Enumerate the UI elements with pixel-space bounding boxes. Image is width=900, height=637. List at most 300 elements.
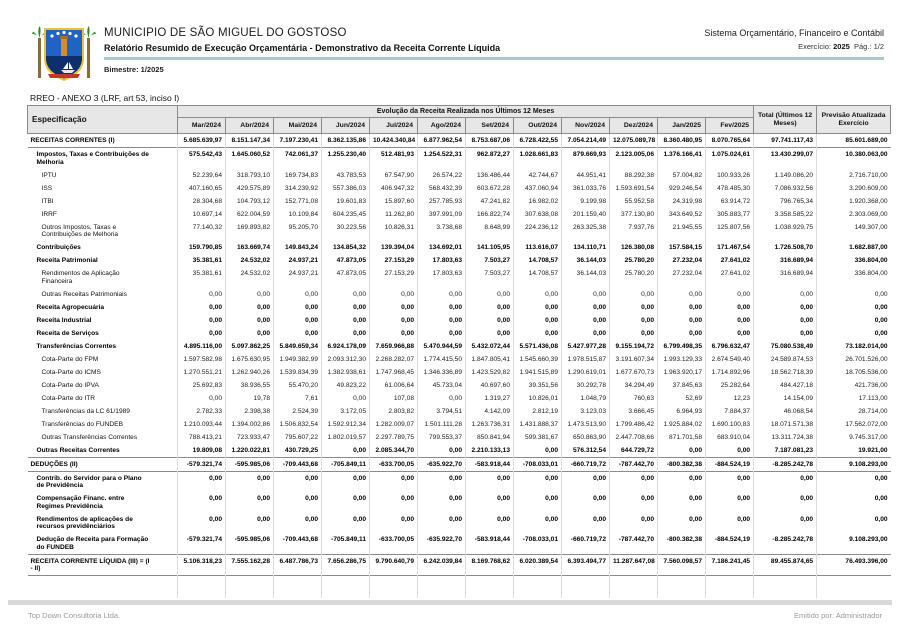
- value-cell: 307.638,08: [514, 208, 562, 221]
- value-cell: 316.689,94: [754, 254, 817, 267]
- month-header: Set/2024: [466, 118, 514, 134]
- value-cell: 36.144,03: [562, 267, 610, 288]
- value-cell: 361.033,76: [562, 182, 610, 195]
- value-cell: 8.151.147,34: [226, 134, 274, 148]
- forecast-column-header: Previsão Atualizada Exercício: [817, 106, 891, 134]
- value-cell: 0,00: [754, 492, 817, 513]
- value-cell: 7.555.162,28: [226, 554, 274, 576]
- value-cell: 113.616,07: [514, 241, 562, 254]
- value-cell: [370, 576, 418, 598]
- row-label: RECEITA CORRENTE LÍQUIDA (III) = (I - II): [28, 554, 178, 576]
- value-cell: 1.726.508,70: [754, 241, 817, 254]
- value-cell: 6.799.498,35: [658, 340, 706, 353]
- value-cell: 19.601,83: [322, 195, 370, 208]
- value-cell: 3.191.607,34: [610, 353, 658, 366]
- row-label: Transferências da LC 61/1989: [28, 405, 178, 418]
- value-cell: 9.745.317,00: [817, 431, 891, 444]
- row-label: Rendimentos de aplicações de recursos previdênciários: [28, 513, 178, 534]
- value-cell: 0,00: [322, 471, 370, 492]
- value-cell: 10.109,84: [274, 208, 322, 221]
- value-cell: 0,00: [274, 301, 322, 314]
- bimester-label: Bimestre: 1/2025: [104, 65, 164, 74]
- value-cell: 0,00: [226, 492, 274, 513]
- value-cell: 10.424.340,84: [370, 134, 418, 148]
- value-cell: 52.239,64: [178, 169, 226, 182]
- table-row: [28, 471, 891, 492]
- value-cell: -660.719,72: [562, 533, 610, 554]
- value-cell: 8.070.765,64: [706, 134, 754, 148]
- footer-company: Top Down Consultoria Ltda.: [28, 611, 121, 620]
- value-cell: -787.442,70: [610, 457, 658, 471]
- value-cell: 25.282,64: [706, 379, 754, 392]
- table-row: [28, 431, 891, 444]
- row-label: Receita Industrial: [28, 314, 178, 327]
- value-cell: -595.985,06: [226, 457, 274, 471]
- value-cell: 34.294,49: [610, 379, 658, 392]
- value-cell: 3.290.609,00: [817, 182, 891, 195]
- value-cell: 314.239,92: [274, 182, 322, 195]
- value-cell: 10.380.063,00: [817, 148, 891, 169]
- value-cell: 1.690.100,83: [706, 418, 754, 431]
- table-row: [28, 134, 891, 148]
- coat-of-arms-icon: [32, 20, 96, 84]
- value-cell: 3.123,03: [562, 405, 610, 418]
- table-row: [28, 353, 891, 366]
- value-cell: -708.033,01: [514, 457, 562, 471]
- value-cell: 55.952,58: [610, 195, 658, 208]
- value-cell: 2.123.005,06: [610, 148, 658, 169]
- table-row: [28, 492, 891, 513]
- value-cell: 17.803,63: [418, 267, 466, 288]
- value-cell: 7.937,76: [610, 221, 658, 242]
- row-label: Outras Transferências Correntes: [28, 431, 178, 444]
- value-cell: 89.455.874,65: [754, 554, 817, 576]
- value-cell: 2.716.710,00: [817, 169, 891, 182]
- value-cell: 0,00: [562, 513, 610, 534]
- value-cell: 0,00: [817, 314, 891, 327]
- rcl-table: [27, 105, 891, 598]
- value-cell: 38.936,55: [226, 379, 274, 392]
- value-cell: 5.470.944,59: [418, 340, 466, 353]
- value-cell: 166.822,74: [466, 208, 514, 221]
- value-cell: 171.467,54: [706, 241, 754, 254]
- table-row: [28, 169, 891, 182]
- value-cell: 5.432.072,44: [466, 340, 514, 353]
- value-cell: 0,00: [178, 314, 226, 327]
- row-label: Cota-Parte do ICMS: [28, 366, 178, 379]
- exercise-value: 2025: [833, 42, 850, 51]
- group-header-row: [28, 106, 891, 118]
- month-header: Jun/2024: [322, 118, 370, 134]
- value-cell: 47.873,05: [322, 267, 370, 288]
- value-cell: 24.532,02: [226, 267, 274, 288]
- value-cell: -709.443,68: [274, 457, 322, 471]
- value-cell: -633.700,05: [370, 533, 418, 554]
- table-row: [28, 340, 891, 353]
- value-cell: 21.945,55: [658, 221, 706, 242]
- table-row: [28, 208, 891, 221]
- value-cell: 406.947,32: [370, 182, 418, 195]
- value-cell: 61.006,64: [370, 379, 418, 392]
- value-cell: 723.933,47: [226, 431, 274, 444]
- value-cell: 0,00: [658, 513, 706, 534]
- value-cell: 7.884,37: [706, 405, 754, 418]
- value-cell: 152.771,08: [274, 195, 322, 208]
- value-cell: 0,00: [562, 492, 610, 513]
- value-cell: 788.413,21: [178, 431, 226, 444]
- value-cell: 201.159,40: [562, 208, 610, 221]
- value-cell: 0,00: [610, 314, 658, 327]
- value-cell: 0,00: [418, 513, 466, 534]
- header-divider: [104, 57, 884, 60]
- value-cell: [658, 576, 706, 598]
- value-cell: 0,00: [562, 471, 610, 492]
- value-cell: 10.826,01: [514, 392, 562, 405]
- value-cell: 8.362.135,86: [322, 134, 370, 148]
- value-cell: 9.790.640,79: [370, 554, 418, 576]
- value-cell: 0,00: [274, 513, 322, 534]
- row-label: [28, 576, 178, 598]
- value-cell: 0,00: [178, 471, 226, 492]
- annex-title: RREO - ANEXO 3 (LRF, art 53, inciso I): [30, 93, 180, 103]
- value-cell: 141.105,95: [466, 241, 514, 254]
- table-row: [28, 148, 891, 169]
- value-cell: 377.130,80: [610, 208, 658, 221]
- table-row: [28, 254, 891, 267]
- value-cell: 437.060,94: [514, 182, 562, 195]
- value-cell: 2.268.282,07: [370, 353, 418, 366]
- value-cell: 7.503,27: [466, 254, 514, 267]
- value-cell: 55.470,20: [274, 379, 322, 392]
- value-cell: 622.004,59: [226, 208, 274, 221]
- row-label: Dedução de Receita para Formação do FUNDEB: [28, 533, 178, 554]
- value-cell: -595.985,06: [226, 533, 274, 554]
- value-cell: 1.747.968,45: [370, 366, 418, 379]
- value-cell: 0,00: [658, 288, 706, 301]
- row-label: ISS: [28, 182, 178, 195]
- value-cell: 0,00: [322, 392, 370, 405]
- value-cell: 1.677.670,73: [610, 366, 658, 379]
- row-label: Outras Receitas Patrimoniais: [28, 288, 178, 301]
- value-cell: 0,00: [610, 513, 658, 534]
- value-cell: 159.790,85: [178, 241, 226, 254]
- value-cell: [754, 576, 817, 598]
- month-header: Nov/2024: [562, 118, 610, 134]
- value-cell: 0,00: [706, 301, 754, 314]
- value-cell: 52,69: [658, 392, 706, 405]
- table-row: [28, 457, 891, 471]
- value-cell: 0,00: [418, 392, 466, 405]
- row-label: DEDUÇÕES (II): [28, 457, 178, 471]
- value-cell: -884.524,19: [706, 533, 754, 554]
- value-cell: 26.701.526,00: [817, 353, 891, 366]
- value-cell: 421.736,00: [817, 379, 891, 392]
- value-cell: 163.669,74: [226, 241, 274, 254]
- value-cell: 1.799.486,42: [610, 418, 658, 431]
- value-cell: 0,00: [466, 301, 514, 314]
- value-cell: 6.796.632,47: [706, 340, 754, 353]
- value-cell: 871.701,58: [658, 431, 706, 444]
- value-cell: 44.951,41: [562, 169, 610, 182]
- table-row: [28, 182, 891, 195]
- value-cell: -705.849,11: [322, 533, 370, 554]
- value-cell: -8.285.242,78: [754, 533, 817, 554]
- value-cell: 19.921,00: [817, 444, 891, 458]
- value-cell: 760,63: [610, 392, 658, 405]
- value-cell: 6.877.962,54: [418, 134, 466, 148]
- value-cell: 929.246,54: [658, 182, 706, 195]
- exercise-page-line: [704, 42, 884, 51]
- value-cell: 6.487.786,73: [274, 554, 322, 576]
- month-header: Ago/2024: [418, 118, 466, 134]
- value-cell: 8.360.480,95: [658, 134, 706, 148]
- value-cell: 0,00: [370, 288, 418, 301]
- page-number: Pág.: 1/2: [853, 42, 884, 51]
- value-cell: 1.941.515,89: [514, 366, 562, 379]
- table-row: [28, 554, 891, 576]
- value-cell: 1.382.938,61: [322, 366, 370, 379]
- value-cell: 0,00: [370, 301, 418, 314]
- value-cell: 7.503,27: [466, 267, 514, 288]
- value-cell: 1.149.086,20: [754, 169, 817, 182]
- value-cell: 100.933,26: [706, 169, 754, 182]
- value-cell: 97.741.117,43: [754, 134, 817, 148]
- value-cell: 1.423.529,82: [466, 366, 514, 379]
- value-cell: 0,00: [418, 301, 466, 314]
- value-cell: 0,00: [754, 513, 817, 534]
- value-cell: [562, 576, 610, 598]
- value-cell: 169.734,83: [274, 169, 322, 182]
- value-cell: 0,00: [418, 288, 466, 301]
- table-row: [28, 301, 891, 314]
- value-cell: 0,00: [370, 513, 418, 534]
- value-cell: 0,00: [322, 301, 370, 314]
- value-cell: 157.584,15: [658, 241, 706, 254]
- value-cell: 25.780,20: [610, 267, 658, 288]
- value-cell: 1.319,27: [466, 392, 514, 405]
- row-label: Outros Impostos, Taxas e Contribuições de Melhoria: [28, 221, 178, 242]
- value-cell: 18.071.571,38: [754, 418, 817, 431]
- value-cell: 0,00: [226, 314, 274, 327]
- value-cell: 37.845,63: [658, 379, 706, 392]
- value-cell: 4.142,09: [466, 405, 514, 418]
- value-cell: [514, 576, 562, 598]
- value-cell: 30.292,78: [562, 379, 610, 392]
- value-cell: 0,00: [418, 327, 466, 340]
- value-cell: 10.826,31: [370, 221, 418, 242]
- value-cell: 0,00: [178, 301, 226, 314]
- value-cell: 879.669,93: [562, 148, 610, 169]
- value-cell: 24.937,21: [274, 267, 322, 288]
- value-cell: -709.443,68: [274, 533, 322, 554]
- value-cell: 0,00: [610, 471, 658, 492]
- value-cell: 27.232,04: [658, 267, 706, 288]
- value-cell: 1.028.661,83: [514, 148, 562, 169]
- value-cell: -583.918,44: [466, 533, 514, 554]
- value-cell: 73.182.014,00: [817, 340, 891, 353]
- month-header: Out/2024: [514, 118, 562, 134]
- value-cell: 603.672,28: [466, 182, 514, 195]
- value-cell: 1.847.805,41: [466, 353, 514, 366]
- value-cell: 67.547,90: [370, 169, 418, 182]
- value-cell: 7.187.081,23: [754, 444, 817, 458]
- value-cell: 0,00: [178, 492, 226, 513]
- value-cell: 47.241,82: [466, 195, 514, 208]
- system-info: [704, 28, 884, 51]
- value-cell: 6.242.039,84: [418, 554, 466, 576]
- value-cell: 0,00: [226, 513, 274, 534]
- value-cell: 95.205,70: [274, 221, 322, 242]
- value-cell: 46.068,54: [754, 405, 817, 418]
- value-cell: 1.282.009,07: [370, 418, 418, 431]
- value-cell: 2.782,33: [178, 405, 226, 418]
- value-cell: 0,00: [418, 492, 466, 513]
- value-cell: 12,23: [706, 392, 754, 405]
- value-cell: 40.697,60: [466, 379, 514, 392]
- value-cell: 47.873,05: [322, 254, 370, 267]
- value-cell: 1.270.551,21: [178, 366, 226, 379]
- row-label: ITBI: [28, 195, 178, 208]
- value-cell: 0,00: [466, 471, 514, 492]
- table-row: [28, 267, 891, 288]
- value-cell: 27.232,04: [658, 254, 706, 267]
- value-cell: 1.290.619,01: [562, 366, 610, 379]
- value-cell: 316.689,94: [754, 267, 817, 288]
- system-name: Sistema Orçamentário, Financeiro e Contábil: [704, 28, 884, 38]
- table-row: [28, 327, 891, 340]
- value-cell: 139.394,04: [370, 241, 418, 254]
- value-cell: 0,00: [514, 301, 562, 314]
- value-cell: 512.481,93: [370, 148, 418, 169]
- value-cell: [418, 576, 466, 598]
- row-label: Cota-Parte do IPVA: [28, 379, 178, 392]
- value-cell: 1.263.736,31: [466, 418, 514, 431]
- table-row: [28, 241, 891, 254]
- value-cell: 0,00: [418, 444, 466, 458]
- value-cell: 1.394.002,86: [226, 418, 274, 431]
- value-cell: 305.883,77: [706, 208, 754, 221]
- value-cell: 0,00: [817, 327, 891, 340]
- value-cell: 0,00: [514, 327, 562, 340]
- value-cell: -800.382,38: [658, 533, 706, 554]
- value-cell: 478.485,30: [706, 182, 754, 195]
- value-cell: 8.648,99: [466, 221, 514, 242]
- value-cell: 0,00: [178, 392, 226, 405]
- rcl-table-wrapper: [27, 105, 890, 598]
- table-header: [28, 106, 891, 134]
- value-cell: 1.075.024,61: [706, 148, 754, 169]
- value-cell: [610, 576, 658, 598]
- value-cell: 1.545.660,39: [514, 353, 562, 366]
- report-table-body: [28, 134, 891, 598]
- value-cell: 0,00: [466, 314, 514, 327]
- value-cell: 0,00: [226, 301, 274, 314]
- value-cell: 742.061,37: [274, 148, 322, 169]
- row-label: Impostos, Taxas e Contribuições de Melhoria: [28, 148, 178, 169]
- value-cell: 35.381,61: [178, 267, 226, 288]
- table-row: [28, 513, 891, 534]
- value-cell: 429.575,89: [226, 182, 274, 195]
- row-label: Receita de Serviços: [28, 327, 178, 340]
- value-cell: 17.113,00: [817, 392, 891, 405]
- value-cell: -579.321,74: [178, 457, 226, 471]
- value-cell: 224.236,12: [514, 221, 562, 242]
- value-cell: 0,00: [817, 288, 891, 301]
- value-cell: 407.160,65: [178, 182, 226, 195]
- value-cell: 1.675.630,95: [226, 353, 274, 366]
- value-cell: -660.719,72: [562, 457, 610, 471]
- value-cell: 107,08: [370, 392, 418, 405]
- value-cell: 17.803,63: [418, 254, 466, 267]
- value-cell: 343.649,52: [658, 208, 706, 221]
- table-row: [28, 405, 891, 418]
- value-cell: 0,00: [178, 327, 226, 340]
- value-cell: [322, 576, 370, 598]
- value-cell: 17.562.072,00: [817, 418, 891, 431]
- report-title: Relatório Resumido de Execução Orçamentária - Demonstrativo da Receita Corrente Líquida: [104, 43, 501, 53]
- month-header: Jan/2025: [658, 118, 706, 134]
- value-cell: 85.601.689,00: [817, 134, 891, 148]
- month-header: Fev/2025: [706, 118, 754, 134]
- table-row: [28, 576, 891, 598]
- value-cell: 57.004,82: [658, 169, 706, 182]
- value-cell: 0,00: [817, 513, 891, 534]
- value-cell: 0,00: [274, 471, 322, 492]
- value-cell: -705.849,11: [322, 457, 370, 471]
- value-cell: 2.303.069,00: [817, 208, 891, 221]
- value-cell: 25.692,83: [178, 379, 226, 392]
- value-cell: 2.812,19: [514, 405, 562, 418]
- value-cell: 6.728.422,55: [514, 134, 562, 148]
- value-cell: 7.186.241,45: [706, 554, 754, 576]
- value-cell: 136.486,44: [466, 169, 514, 182]
- value-cell: 557.386,03: [322, 182, 370, 195]
- value-cell: 28.714,00: [817, 405, 891, 418]
- table-row: [28, 288, 891, 301]
- value-cell: 13.430.299,07: [754, 148, 817, 169]
- value-cell: 5.427.977,28: [562, 340, 610, 353]
- value-cell: 1.593.691,54: [610, 182, 658, 195]
- value-cell: 0,00: [706, 513, 754, 534]
- value-cell: 14.154,09: [754, 392, 817, 405]
- row-label: Cota-Parte do ITR: [28, 392, 178, 405]
- value-cell: 1.539.834,39: [274, 366, 322, 379]
- value-cell: 24.589.874,53: [754, 353, 817, 366]
- value-cell: 14.708,57: [514, 267, 562, 288]
- value-cell: 1.682.887,00: [817, 241, 891, 254]
- value-cell: 9.155.194,72: [610, 340, 658, 353]
- exercise-label: Exercício:: [798, 42, 832, 51]
- value-cell: 3.738,68: [418, 221, 466, 242]
- value-cell: 134.692,01: [418, 241, 466, 254]
- value-cell: 644.729,72: [610, 444, 658, 458]
- value-cell: 1.038.929,75: [754, 221, 817, 242]
- value-cell: 0,00: [610, 327, 658, 340]
- row-label: Receita Patrimonial: [28, 254, 178, 267]
- value-cell: -635.922,70: [418, 533, 466, 554]
- value-cell: 0,00: [322, 327, 370, 340]
- value-cell: -884.524,19: [706, 457, 754, 471]
- value-cell: 0,00: [562, 314, 610, 327]
- value-cell: 1.597.582,98: [178, 353, 226, 366]
- value-cell: 7,61: [274, 392, 322, 405]
- value-cell: 2.210.133,13: [466, 444, 514, 458]
- value-cell: 336.804,00: [817, 254, 891, 267]
- value-cell: [226, 576, 274, 598]
- value-cell: 397.991,09: [418, 208, 466, 221]
- value-cell: 7.086.932,56: [754, 182, 817, 195]
- value-cell: 0,00: [274, 327, 322, 340]
